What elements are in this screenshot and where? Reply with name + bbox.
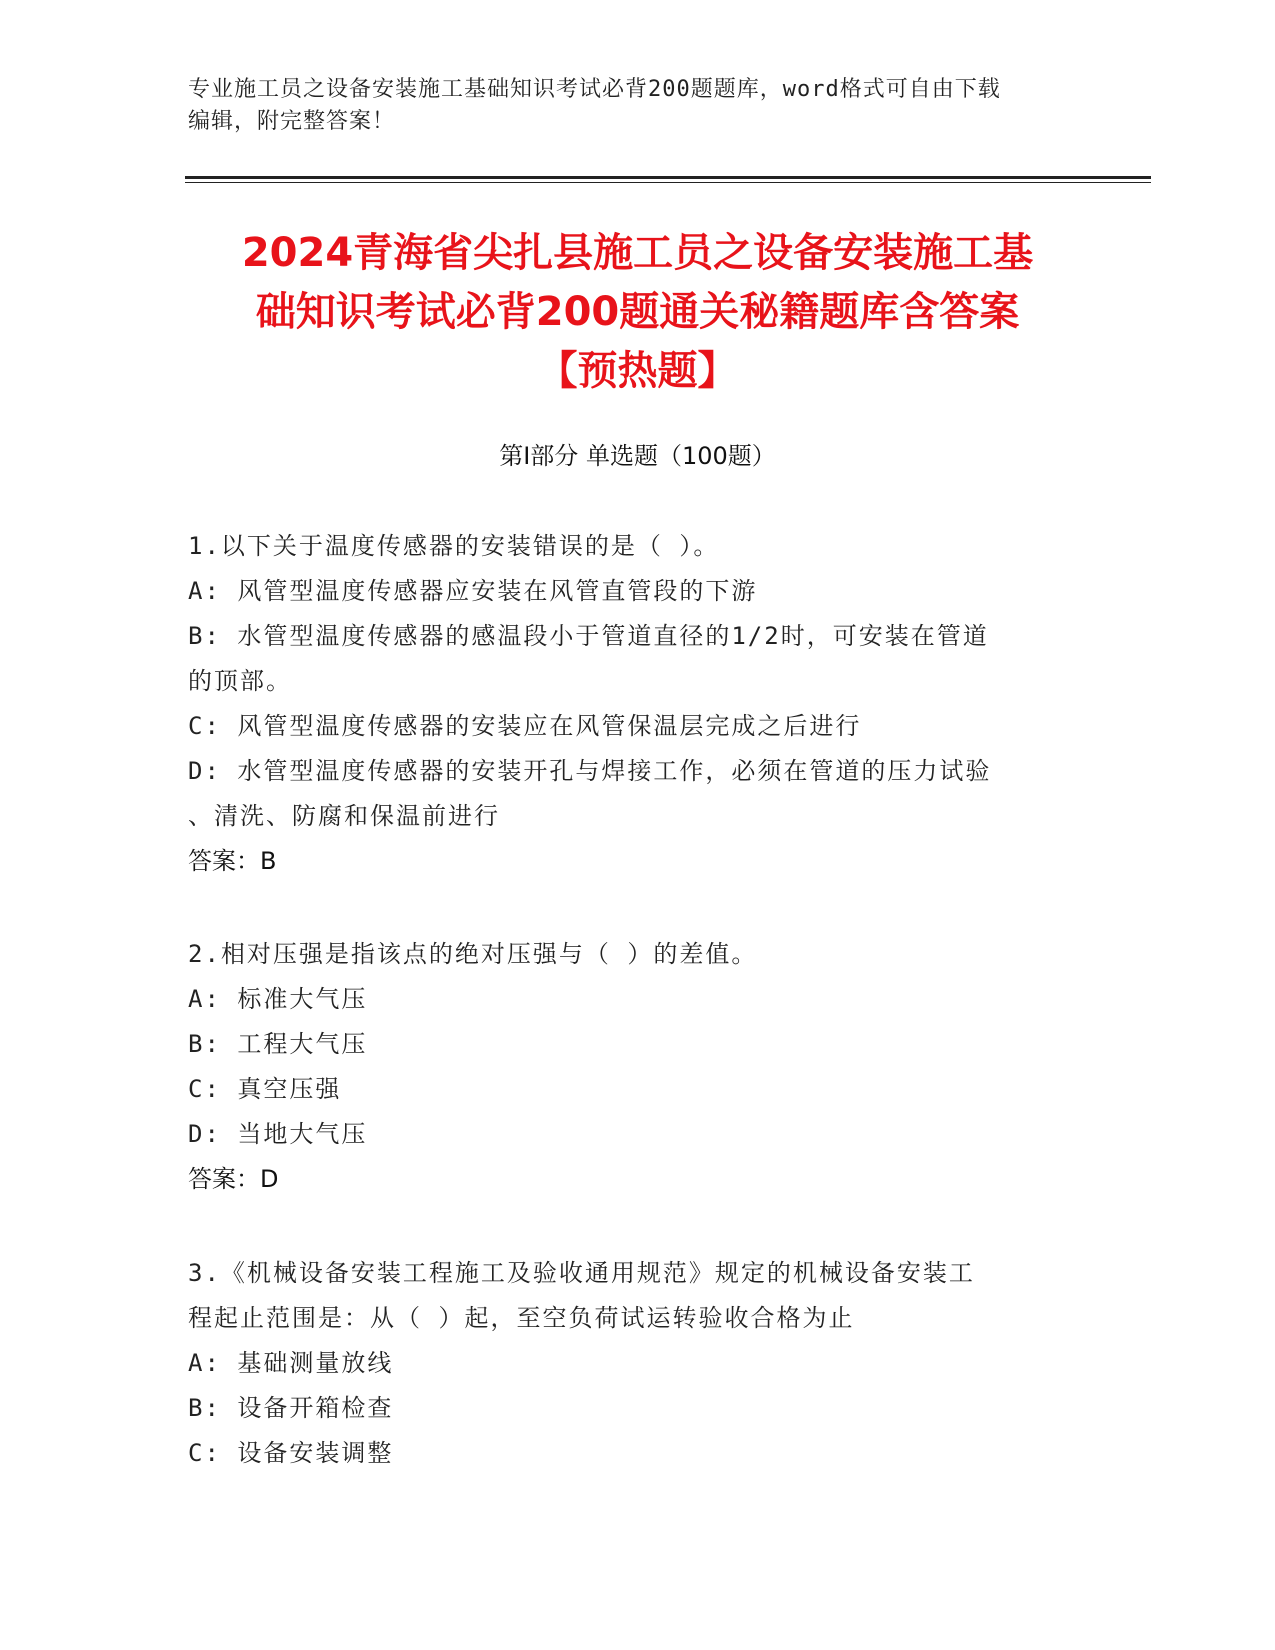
option-c: C: 设备安装调整	[188, 1439, 394, 1467]
question-3	[188, 1251, 1088, 1476]
question-stem: 2.相对压强是指该点的绝对压强与（ ）的差值。	[188, 940, 758, 968]
header-note	[188, 74, 1088, 138]
option-b: B: 水管型温度传感器的感温段小于管道直径的1/2时，可安装在管道	[188, 622, 989, 650]
option-a: A: 基础测量放线	[188, 1349, 394, 1377]
answer: 答案：B	[188, 847, 277, 875]
question-stem: 1.以下关于温度传感器的安装错误的是（ ）。	[188, 532, 720, 560]
option-d: D: 当地大气压	[188, 1120, 368, 1148]
option-a: A: 标准大气压	[188, 985, 368, 1013]
title-line: 2024青海省尖扎县施工员之设备安装施工基	[241, 230, 1034, 276]
title-line: 【预热题】	[537, 348, 738, 394]
option-b: B: 设备开箱检查	[188, 1394, 394, 1422]
option-b: B: 工程大气压	[188, 1030, 368, 1058]
option-b-continued: 的顶部。	[188, 667, 292, 695]
option-a: A: 风管型温度传感器应安装在风管直管段的下游	[188, 577, 758, 605]
question-1	[188, 524, 1088, 884]
header-note-line: 专业施工员之设备安装施工基础知识考试必背200题题库，word格式可自由下载	[188, 77, 1001, 102]
title-line: 础知识考试必背200题通关秘籍题库含答案	[255, 289, 1020, 335]
option-d-continued: 、清洗、防腐和保温前进行	[188, 802, 500, 830]
option-c: C: 真空压强	[188, 1075, 342, 1103]
document-title	[150, 224, 1125, 401]
option-c: C: 风管型温度传感器的安装应在风管保温层完成之后进行	[188, 712, 862, 740]
section-heading: 第Ⅰ部分 单选题（100题）	[499, 442, 776, 470]
question-stem: 3.《机械设备安装工程施工及验收通用规范》规定的机械设备安装工	[188, 1259, 975, 1287]
option-d: D: 水管型温度传感器的安装开孔与焊接工作，必须在管道的压力试验	[188, 757, 992, 785]
question-2	[188, 932, 1088, 1202]
header-divider-thin	[185, 182, 1151, 183]
answer: 答案：D	[188, 1165, 279, 1193]
header-divider	[185, 176, 1151, 179]
question-stem-continued: 程起止范围是：从（ ）起，至空负荷试运转验收合格为止	[188, 1304, 855, 1332]
header-note-line: 编辑，附完整答案！	[188, 109, 396, 134]
